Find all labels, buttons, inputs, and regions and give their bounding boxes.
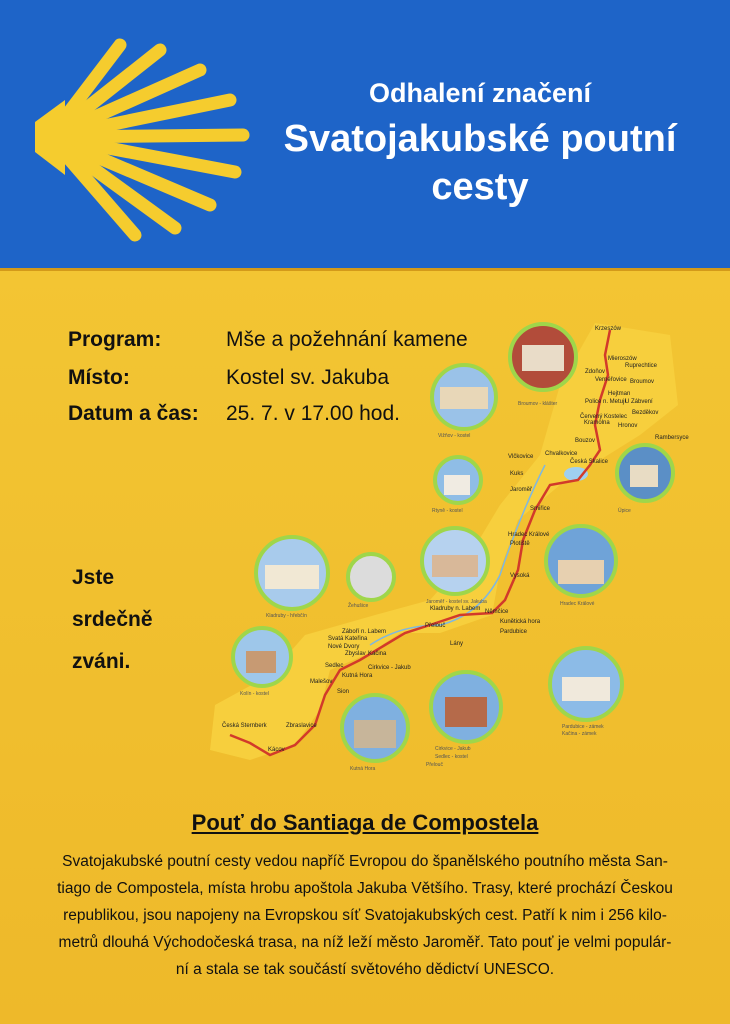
datetime-value: 25. 7. v 17.00 hod. (226, 402, 400, 425)
photo-sedlec-building (445, 697, 487, 727)
invitation-line-1: Jste (72, 566, 115, 589)
town-label: U Zábvení (625, 399, 653, 405)
description-line: metrů dlouhá Východočeská trasa, na níž leží město Jaroměř. Tato pouť je velmi populár- (58, 934, 672, 951)
town-label: Ruprechtice (625, 363, 658, 369)
town-label: Jaroměř (510, 487, 533, 493)
town-label: Hejtman (608, 391, 631, 397)
town-label: Zbraslavice (286, 723, 317, 729)
photo-caption: Kutná Hora (350, 766, 376, 772)
photo-caption: Kladruby - hřebčín (266, 613, 307, 619)
description-line: republikou, jsou napojeny na Evropskou síť Svatojakubských cest. Patří k nim i 256 kilo- (63, 907, 667, 924)
description-line: tiago de Compostela, místa hrobu apoštola Jakuba Většího. Trasy, které prochází Českou (57, 880, 673, 897)
town-label: Přelouč (425, 623, 446, 629)
town-label: Sion (337, 689, 350, 695)
photo-caption: Přelouč (426, 762, 443, 768)
town-label: Rambersyce (655, 435, 689, 441)
town-label: Kladruby n. Labem (430, 606, 481, 612)
photo-caption: Vižňov - kostel (438, 433, 471, 439)
town-label: Lány (450, 641, 464, 647)
town-label: Chvalkovice (545, 451, 578, 457)
town-label: Vernéřovice (595, 377, 627, 383)
title-line-2: cesty (431, 166, 529, 208)
title-line-1: Svatojakubské poutní (283, 118, 677, 160)
town-label: Zbyslav (345, 651, 366, 657)
town-label: Kutná Hora (342, 673, 373, 679)
photo-kutna-hora-building (354, 720, 396, 748)
town-label: Vlčkovice (508, 454, 534, 460)
photo-vizoov-building (440, 387, 488, 409)
scallop-shell-icon (25, 30, 260, 245)
datetime-label: Datum a čas: (68, 402, 199, 425)
description-paragraph (42, 848, 688, 983)
place-label: Místo: (68, 366, 130, 389)
town-label: Česká Sternberk (222, 723, 267, 729)
photo-upice-building (630, 465, 658, 487)
photo-kolin-building (246, 651, 276, 673)
invitation-line-3: zváni. (72, 650, 131, 673)
town-label: Hronov (618, 423, 638, 429)
photo-caption: Cirkvice - Jakub (435, 746, 471, 752)
photo-caption: Sedlec - kostel (435, 754, 468, 760)
town-label: Červený Kostelec (580, 414, 628, 420)
photo-caption: Žehušice (348, 603, 369, 609)
town-label: Kácov (268, 747, 285, 753)
town-label: Malešov (310, 679, 333, 685)
program-value: Mše a požehnání kamene (226, 328, 468, 351)
route-map (200, 315, 690, 785)
photo-caption: Úpice (618, 508, 631, 514)
town-label: Bezděkov (632, 410, 659, 416)
photo-caption: Rtyně - kostel (432, 508, 463, 514)
description-line: Svatojakubské poutní cesty vedou napříč Evropou do španělského poutního města San- (62, 853, 668, 870)
town-label: Bouzov (575, 438, 596, 444)
photo-broumov-building (522, 345, 564, 371)
town-label: Hradec Králové (508, 532, 550, 538)
photo-caption: Jaroměř - kostel sv. Jakuba (426, 599, 487, 605)
photo-kladruby-building (265, 565, 319, 589)
photo-rtyne-building (444, 475, 470, 495)
photo-caption: Hradec Králové (560, 601, 595, 607)
town-label: Kramolna (584, 420, 610, 426)
town-label: Zdoňov (585, 369, 606, 375)
town-label: Plotiště (510, 541, 530, 547)
photo-caption: Broumov - klášter (518, 401, 558, 407)
town-label: Sedlec (325, 663, 344, 669)
town-label: Cirkvice - Jakub (368, 665, 411, 671)
description-line: ní a stala se tak součástí světového dědictví UNESCO. (175, 961, 555, 978)
town-label: Krzeszów (595, 326, 622, 332)
town-label: Svatá Kateřina (328, 636, 368, 642)
program-label: Program: (68, 328, 162, 351)
invitation-line-2: srdečně (72, 608, 153, 631)
photo-caption: Kolín - kostel (240, 691, 269, 697)
town-label: Vysoká (510, 573, 530, 579)
photo-caption: Kačina - zámek (562, 731, 597, 737)
town-label: Mieroszów (608, 356, 637, 362)
photo-pardubice-building (562, 677, 610, 701)
town-label: Kačina (368, 651, 387, 657)
kicker-text: Odhalení značení (368, 78, 592, 108)
photo-hradec-building (558, 560, 604, 584)
town-label: Kuks (510, 471, 524, 477)
town-label: Česká Skalice (570, 459, 609, 465)
place-value: Kostel sv. Jakuba (226, 366, 390, 389)
town-label: Broumov (630, 379, 655, 385)
photo-caption: Pardubice - zámek (562, 724, 604, 730)
town-label: Pardubice (500, 629, 528, 635)
town-label: Smiřice (530, 506, 551, 512)
town-label: Záboří n. Labem (342, 629, 387, 635)
photo-zehusice (348, 554, 394, 600)
town-label: Němčice (485, 609, 509, 615)
section-title: Pouť do Santiaga de Compostela (191, 810, 539, 835)
town-label: Police n. Metují (585, 399, 627, 405)
town-label: Kunětická hora (500, 619, 541, 625)
town-label: Nové Dvory (328, 644, 360, 650)
header-banner (0, 0, 730, 271)
photo-jaromer-building (432, 555, 478, 577)
